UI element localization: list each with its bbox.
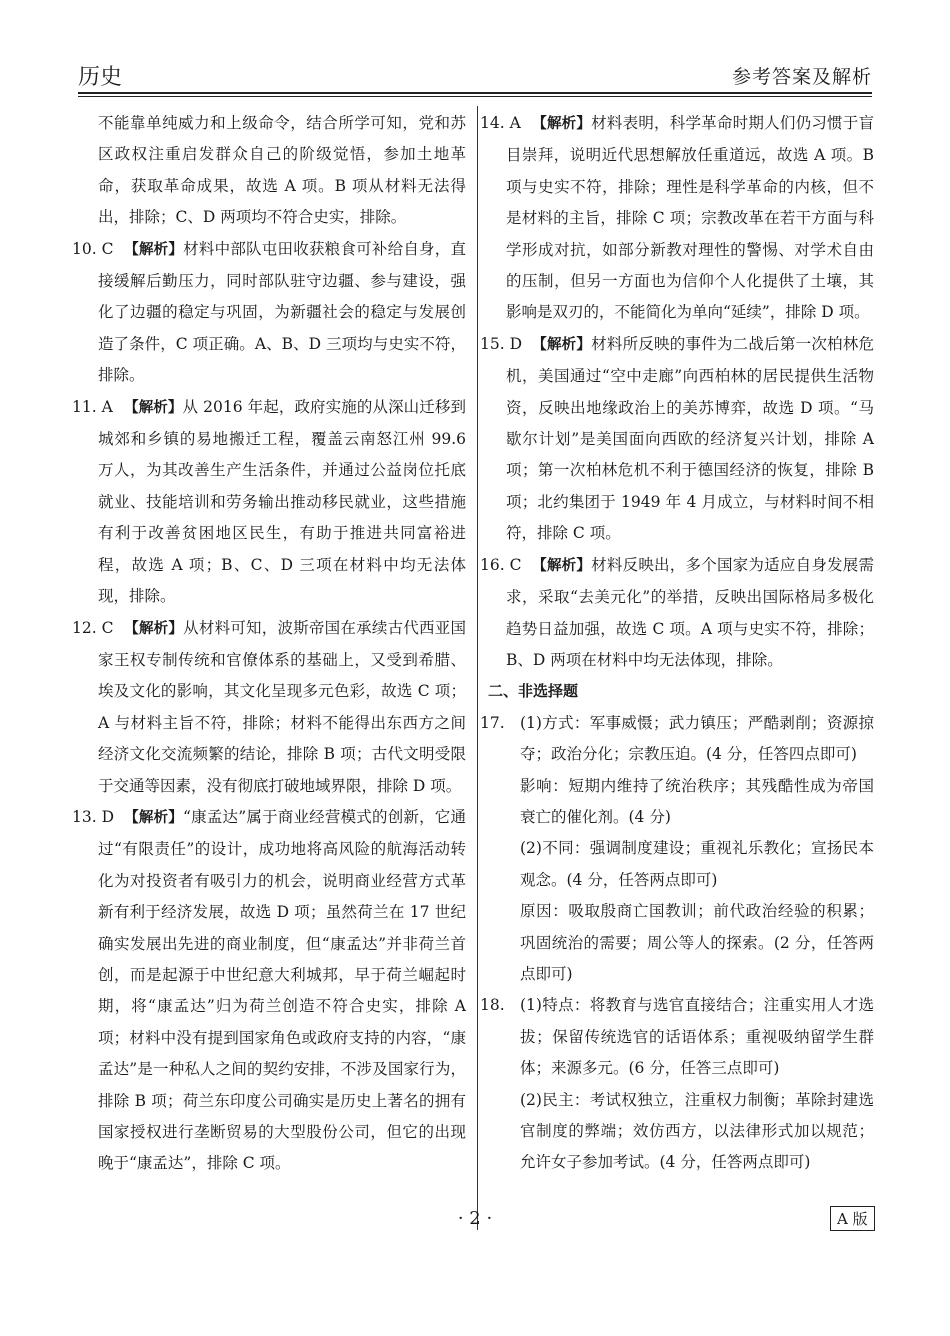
header-rule-thick	[78, 92, 872, 94]
analysis-tag: 【解析】	[532, 557, 592, 574]
answer-15	[480, 329, 874, 550]
answer-text: “康孟达”属于商业经营模式的创新，它通过“有限责任”的设计，成功地将高风险的航海活动转化为对投资者有吸引力的机会，说明商业经营方式革新有利于经济发展，故选 D 项；虽然荷兰在 17 世纪确实发展出先进的商业制度，但“康孟达”并非荷兰首创，而是起源于中世纪意大利城邦，早于荷兰崛起时期，将“康孟达”归为荷兰创造不符合史实，排除 A 项；材料中没有提到国家角色或政府支持的内容，“康孟达”是一种私人之间的契约安排，不涉及国家行为，排除 B 项；荷兰东印度公司确实是历史上著名的拥有国家授权进行垄断贸易的大型股份公司，但它的出现晚于“康孟达”，排除 C 项。	[98, 807, 466, 1173]
answer-number: 18.	[480, 996, 505, 1015]
answer-text: 材料反映出，多个国家为适应自身发展需求，采取“去美元化”的举措，反映出国际格局多极化趋势日益加强，故选 C 项。A 项与史实不符，排除；B、D 两项在材料中均无法体现，排除。	[506, 555, 874, 669]
answer-17-part2-reason: 原因：吸取殷商亡国教训；前代政治经验的积累；巩固统治的需要；周公等人的探索。(2 分，任答两点即可)	[520, 902, 874, 983]
answer-17-part1: (1)方式：军事威慑；武力镇压；严酷剥削；资源掠夺；政治分化；宗教压迫。(4 分，任答四点即可)	[520, 713, 874, 764]
analysis-tag: 【解析】	[532, 116, 592, 132]
answer-10	[72, 234, 466, 392]
answer-number: 14. A	[480, 114, 521, 132]
analysis-tag: 【解析】	[124, 399, 183, 416]
answer-number: 15. D	[480, 334, 523, 353]
answer-9-continued: 不能靠单纯威力和上级命令，结合所学可知，党和苏区政权注重启发群众自己的阶级觉悟，参加土地革命，获取革命成果，故选 A 项。B 项从材料无法得出，排除；C、D 两项均不符合史实，排除。	[98, 114, 466, 227]
analysis-tag: 【解析】	[124, 809, 184, 826]
right-column	[480, 108, 874, 1179]
left-column	[72, 108, 466, 1180]
answer-12	[72, 613, 466, 802]
answer-17-part2: (2)不同：强调制度建设；重视礼乐教化；宣扬民本观念。(4 分，任答两点即可)	[520, 839, 874, 889]
subject-label: 历史	[78, 65, 123, 90]
header-rule-thin	[78, 96, 872, 97]
analysis-tag: 【解析】	[532, 336, 592, 353]
answer-17-part1-impact: 影响：短期内维持了统治秩序；其残酷性成为帝国衰亡的催化剂。(4 分)	[520, 776, 874, 826]
analysis-tag: 【解析】	[124, 241, 184, 258]
section-heading: 二、非选择题	[488, 682, 579, 701]
answer-number: 10. C	[72, 239, 114, 258]
answer-number: 12. C	[72, 618, 114, 637]
page-number: · 2 ·	[457, 1208, 493, 1229]
analysis-tag: 【解析】	[124, 620, 184, 637]
version-badge: A 版	[830, 1206, 875, 1231]
answer-18	[480, 990, 874, 1178]
answer-text: 材料中部队屯田收获粮食可补给自身，直接缓解后勤压力，同时部队驻守边疆、参与建设，强化了边疆的稳定与巩固，为新疆社会的稳定与发展创造了条件，C 项正确。A、B、D 三项均与史实不符，排除。	[98, 239, 466, 385]
answer-13	[72, 802, 466, 1180]
answer-18-part1: (1)特点：将教育与选官直接结合；注重实用人才选拔；保留传统选官的话语体系；重视吸纳留学生群体；来源多元。(6 分，任答三点即可)	[520, 996, 874, 1078]
answer-text: 材料所反映的事件为二战后第一次柏林危机，美国通过“空中走廊”向西柏林的居民提供生活物资，反映出地缘政治上的美苏博弈，故选 D 项。“马歇尔计划”是美国面向西欧的经济复兴计划，排除 A 项；第一次柏林危机不利于德国经济的恢复，排除 B 项；北约集团于 1949 年 4 月成立，与材料时间不相符，排除 C 项。	[506, 334, 874, 543]
answer-number: 13. D	[72, 807, 115, 826]
page-header	[78, 58, 872, 92]
answer-text: 材料表明，科学革命时期人们仍习惯于盲目崇拜，说明近代思想解放任重道远，故选 A 项。B 项与史实不符，排除；理性是科学革命的内核，但不是材料的主旨，排除 C 项；宗教改革在若干方面与科学形成对抗，如部分新教对理性的警惕、对学术自由的压制，但另一方面也为信仰个人化提供了土壤，其影响是双刃的，不能简化为单向“延续”，排除 D 项。	[506, 114, 874, 322]
answer-14	[480, 108, 874, 329]
answer-11	[72, 392, 466, 613]
answer-number: 11. A	[72, 397, 113, 416]
answer-number: 16. C	[480, 555, 522, 574]
column-divider	[477, 106, 478, 1230]
answer-number: 17.	[480, 713, 505, 732]
answer-16	[480, 550, 874, 677]
answer-18-part2: (2)民主：考试权独立，注重权力制衡；革除封建选官制度的弊端；效仿西方，以法律形式加以规范；允许女子参加考试。(4 分，任答两点即可)	[520, 1090, 874, 1172]
answer-text: 从 2016 年起，政府实施的从深山迁移到城郊和乡镇的易地搬迁工程，覆盖云南怒江州 99.6 万人，为其改善生产生活条件，并通过公益岗位托底就业、技能培训和劳务输出推动移民就业，这些措施有利于改善贫困地区民生，有助于推进共同富裕进程，故选 A 项；B、C、D 三项在材料中均无法体现，排除。	[98, 397, 466, 606]
answer-17	[480, 708, 874, 991]
header-title: 参考答案及解析	[731, 66, 872, 88]
answer-text: 从材料可知，波斯帝国在承续古代西亚国家王权专制传统和官僚体系的基础上，又受到希腊、埃及文化的影响，其文化呈现多元色彩，故选 C 项；A 与材料主旨不符，排除；材料不能得出东西方之间经济文化交流频繁的结论，排除 B 项；古代文明受限于交通等因素，没有彻底打破地域界限，排除 D 项。	[98, 618, 466, 795]
